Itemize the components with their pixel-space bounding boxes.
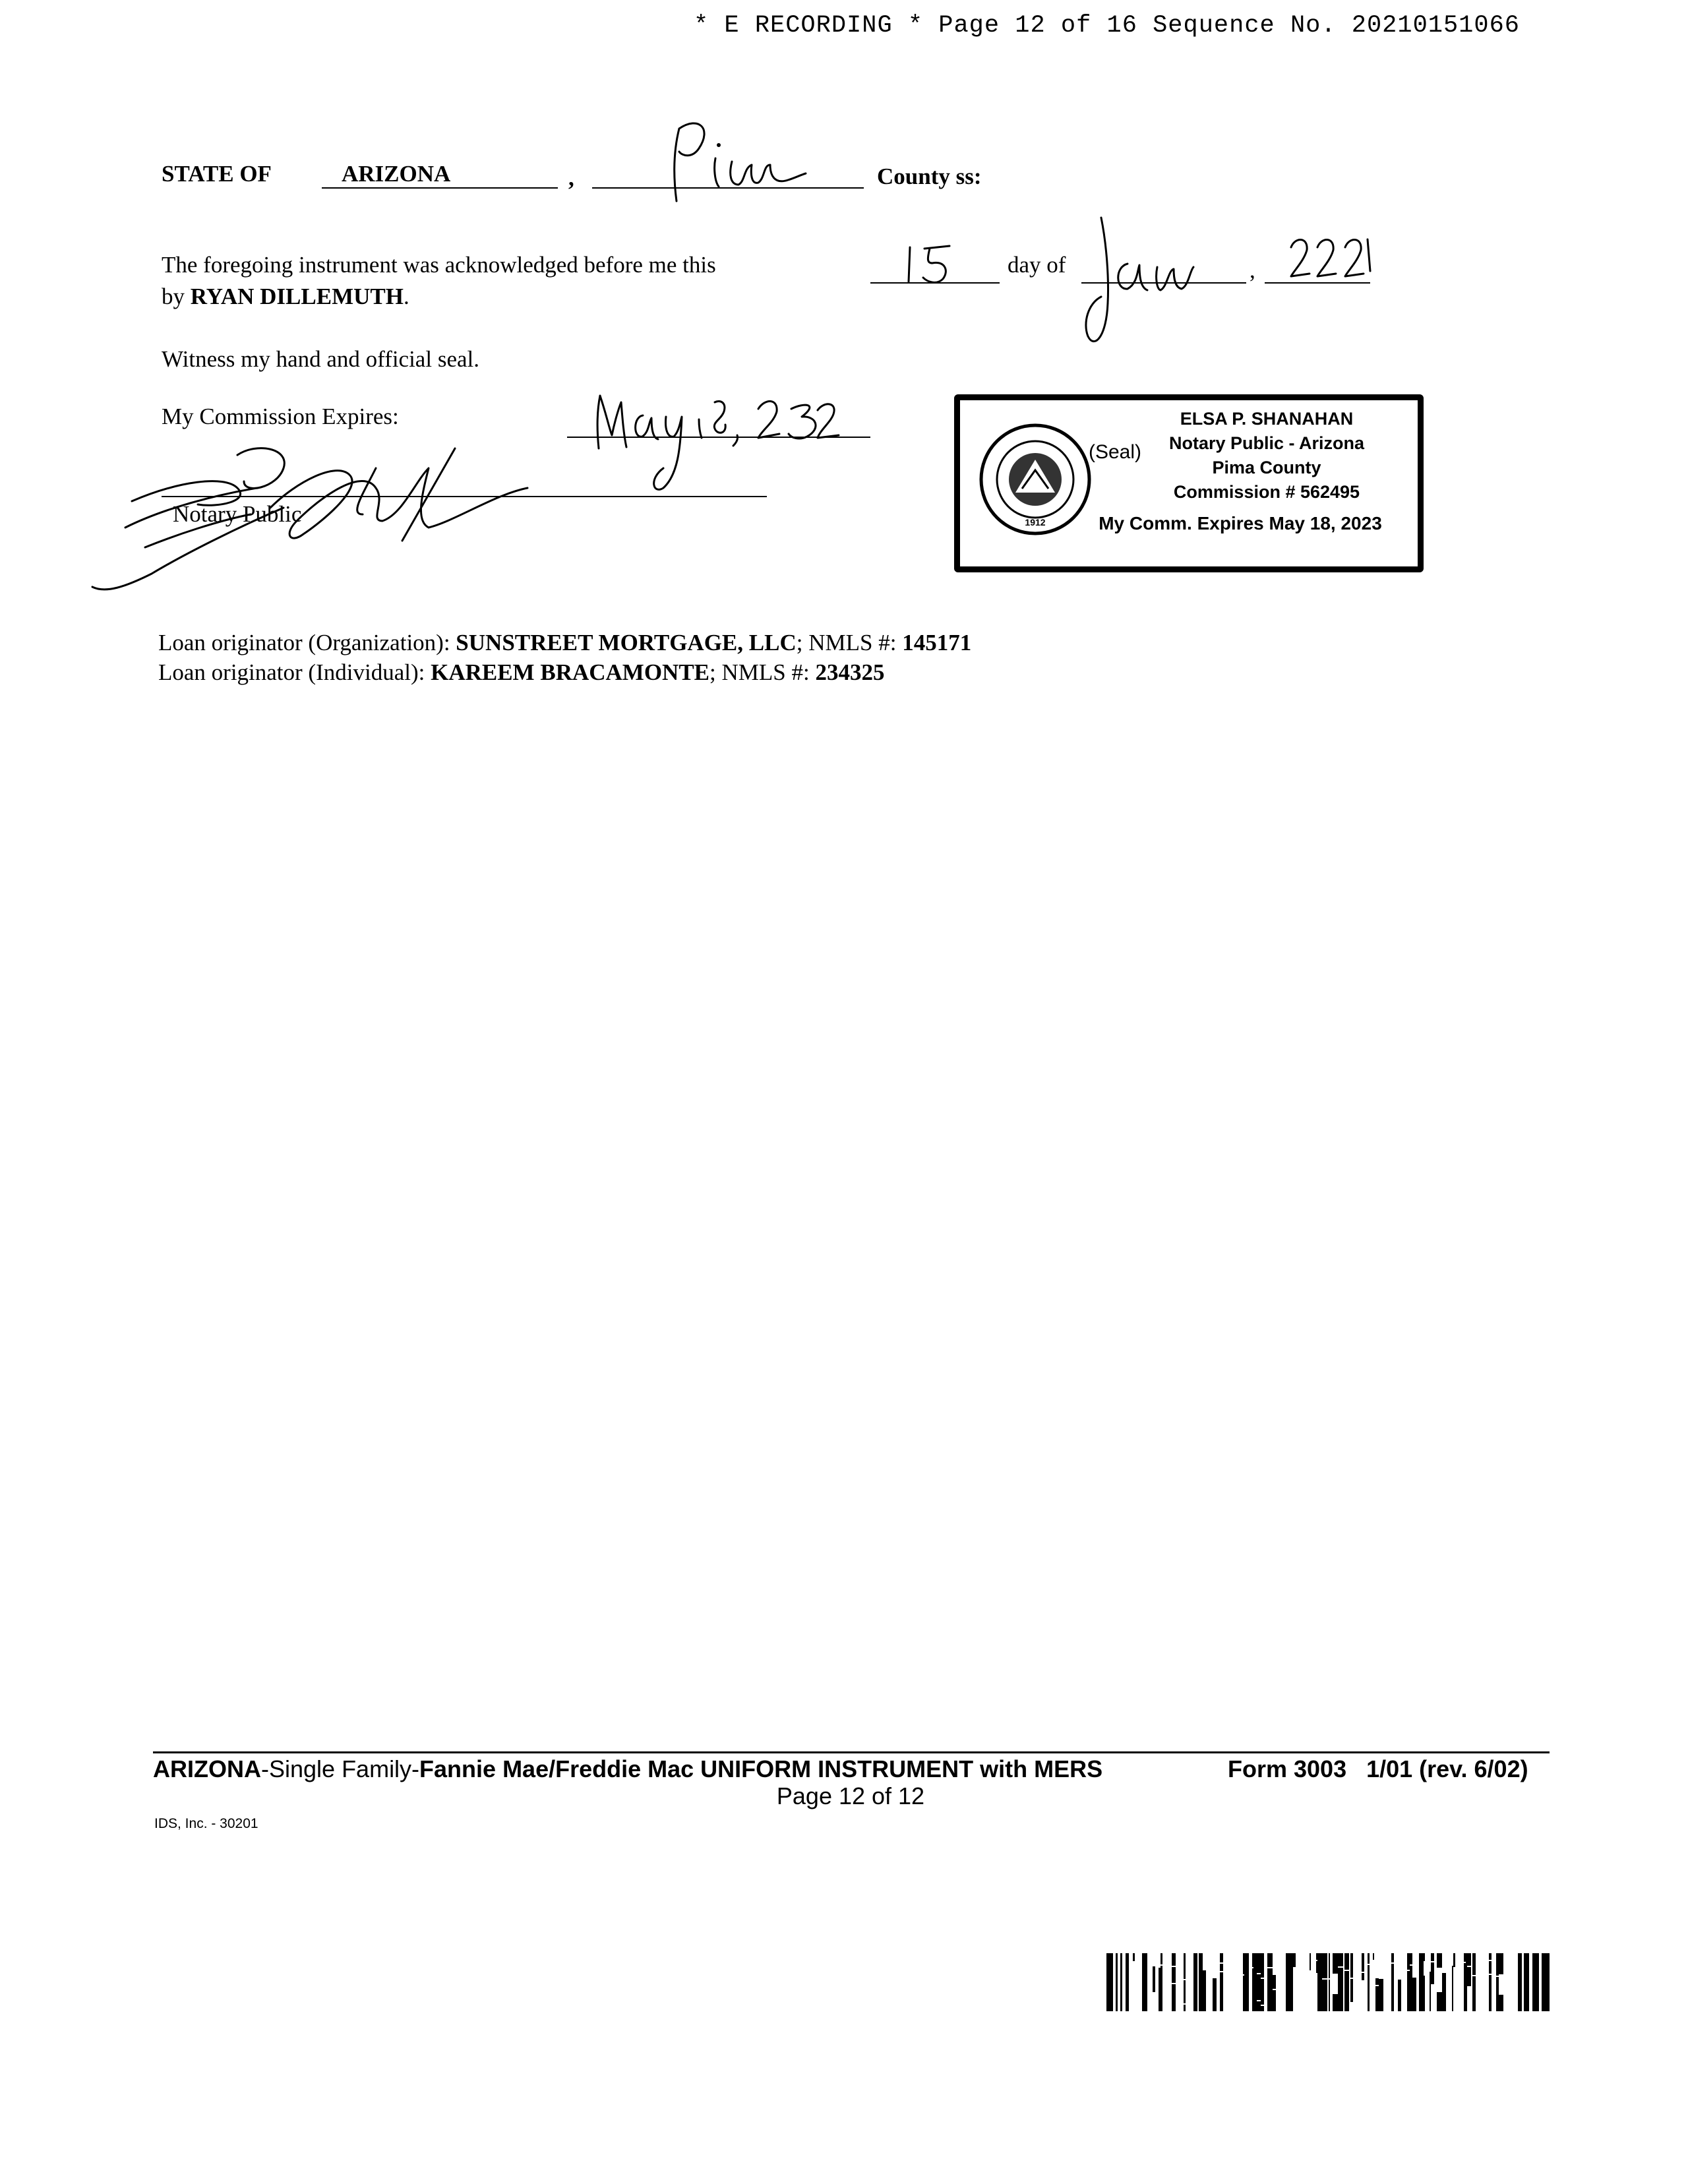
state-field (322, 161, 558, 189)
footer-rule (153, 1751, 1550, 1753)
commission-handwriting (580, 356, 870, 508)
state-value: ARIZONA (342, 161, 451, 187)
notary-signature (86, 389, 547, 607)
notary-title: Notary Public - Arizona (1168, 433, 1365, 453)
day-handwriting (903, 234, 976, 287)
footer-form-title (153, 1755, 1102, 1783)
org-sep: ; NMLS #: (796, 630, 897, 655)
signer-name: RYAN DILLEMUTH (190, 284, 404, 309)
notary-expires: My Comm. Expires May 18, 2023 (1099, 513, 1382, 533)
county-label: County ss: (877, 164, 982, 189)
org-label: Loan originator (Organization): (158, 630, 450, 655)
recording-header: * E RECORDING * Page 12 of 16 Sequence No. 20210151066 (694, 12, 1520, 40)
ind-label: Loan originator (Individual): (158, 659, 425, 685)
month-handwriting (1075, 204, 1233, 356)
ind-sep: ; NMLS #: (709, 659, 810, 685)
county-handwriting (653, 102, 811, 208)
footer-instrument: Fannie Mae/Freddie Mac UNIFORM INSTRUMENT with MERS (419, 1755, 1103, 1782)
signer-period: . (403, 284, 409, 309)
ind-nmls: 234325 (815, 659, 885, 685)
footer-form-number: Form 3003 1/01 (rev. 6/02) (1228, 1755, 1528, 1782)
day-of-label: day of (1008, 252, 1066, 278)
foregoing-text: The foregoing instrument was acknowledged before me this (162, 252, 716, 278)
state-comma: , (568, 165, 574, 191)
org-nmls: 145171 (902, 630, 972, 655)
loan-originator-ind (158, 659, 884, 686)
seal-text-block (1125, 407, 1408, 504)
footer-state: ARIZONA (153, 1755, 261, 1782)
witness-text: Witness my hand and official seal. (162, 346, 479, 372)
notary-label: Notary Public (173, 501, 302, 527)
footer-form-type: -Single Family- (261, 1755, 420, 1782)
commission-label: My Commission Expires: (162, 404, 399, 429)
org-name: SUNSTREET MORTGAGE, LLC (456, 630, 797, 655)
state-label: STATE OF (162, 161, 272, 187)
year-comma: , (1250, 257, 1255, 283)
notary-stamp (954, 394, 1424, 572)
year-handwriting (1286, 228, 1378, 287)
barcode (1106, 1953, 1555, 2011)
notary-commission: Commission # 562495 (1173, 482, 1360, 502)
by-label: by (162, 284, 185, 309)
notary-county: Pima County (1212, 458, 1321, 477)
signer-line (162, 284, 409, 310)
seal-mark: (Seal) (1089, 441, 1142, 463)
ind-name: KAREEM BRACAMONTE (431, 659, 710, 685)
loan-originator-org (158, 630, 971, 656)
svg-text:1912: 1912 (1025, 517, 1046, 528)
notary-name: ELSA P. SHANAHAN (1180, 409, 1354, 429)
footer-vendor: IDS, Inc. - 30201 (154, 1816, 258, 1831)
footer-page: Page 12 of 12 (776, 1782, 925, 1809)
